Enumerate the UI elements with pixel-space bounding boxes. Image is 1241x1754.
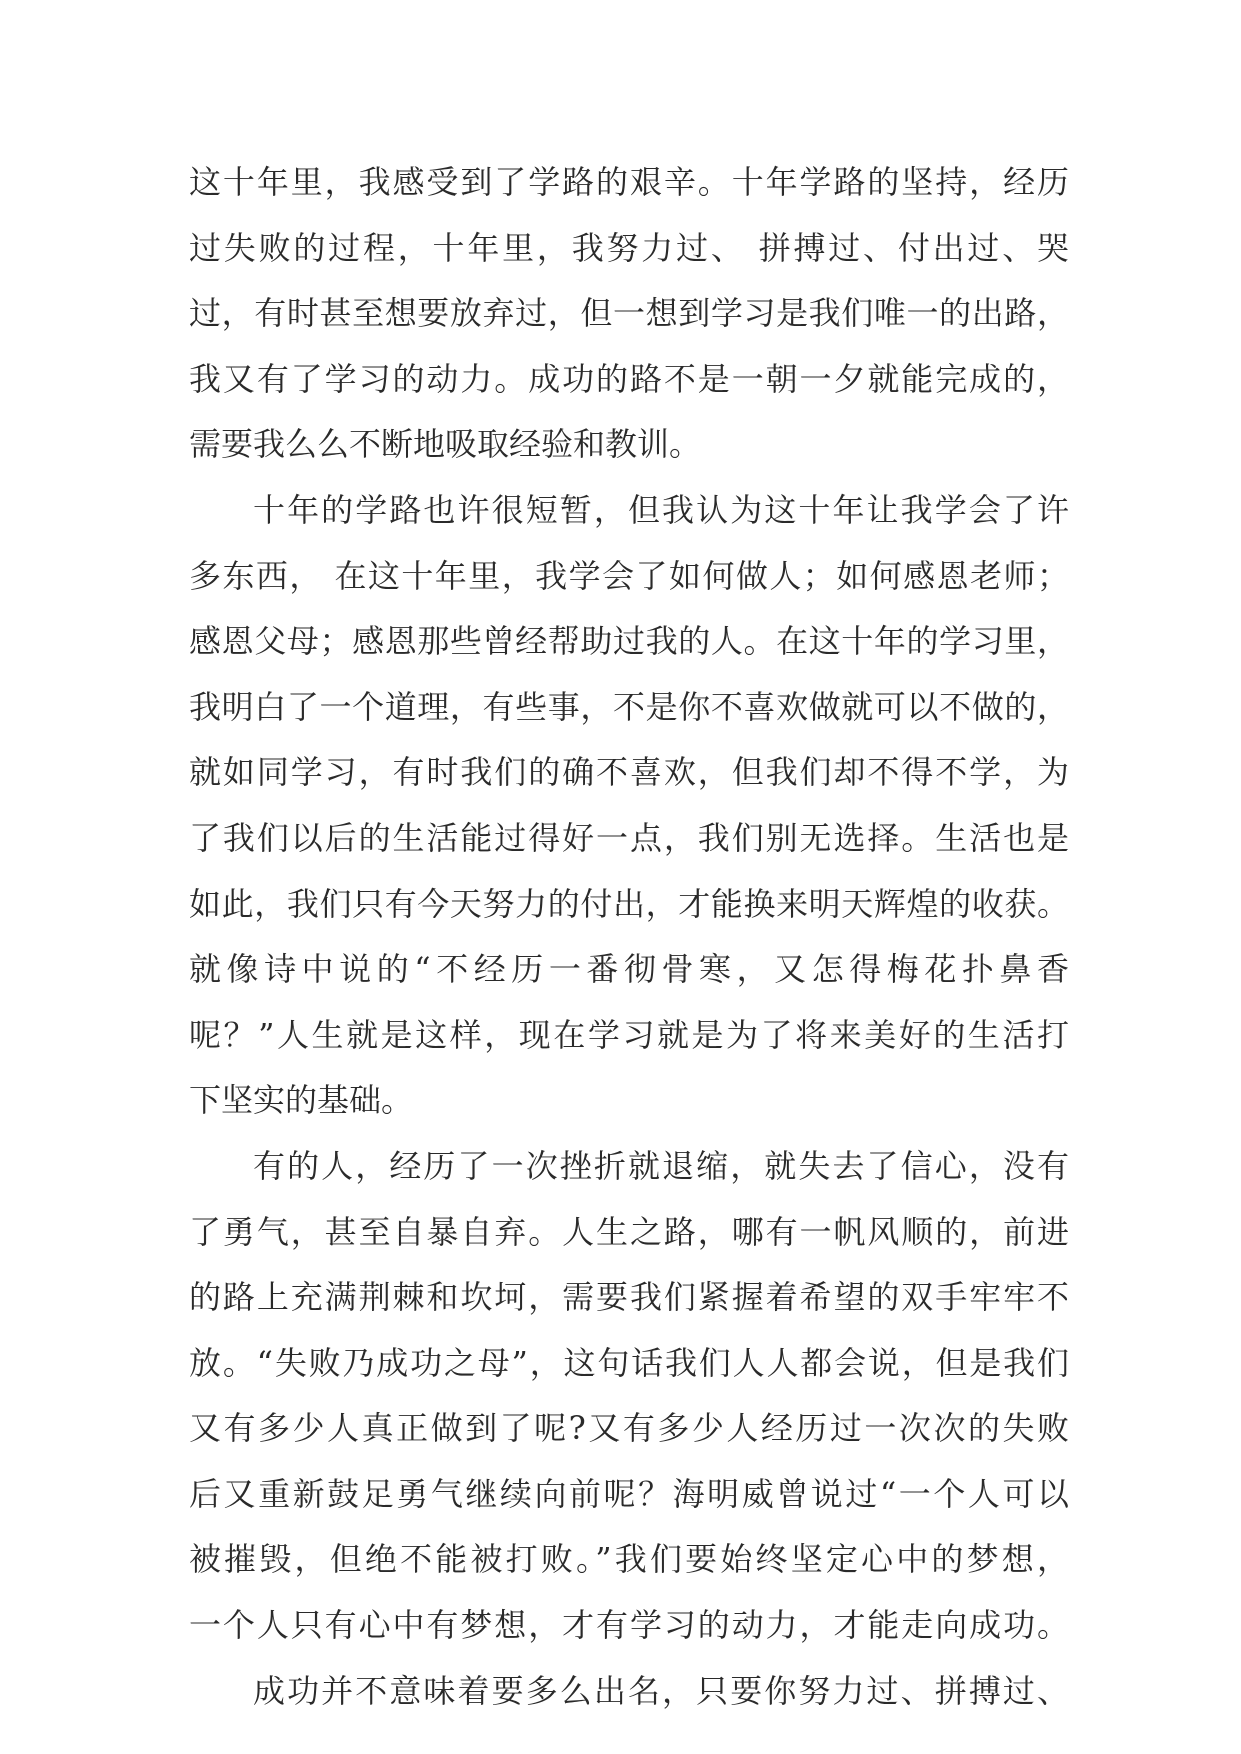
text-line: 了勇气，甚至自暴自弃。人生之路，哪有一帆风顺的，前进 (189, 1212, 1069, 1251)
text-line: 就如同学习，有时我们的确不喜欢，但我们却不得不学，为 (189, 753, 1069, 792)
paragraph-first-line: 十年的学路也许很短暂，但我认为这十年让我学会了许 (253, 490, 1069, 529)
paragraph-first-line: 有的人，经历了一次挫折就退缩，就失去了信心，没有 (253, 1146, 1069, 1185)
text-line: 下坚实的基础。 (189, 1081, 414, 1120)
text-line: 我明白了一个道理，有些事，不是你不喜欢做就可以不做的， (189, 687, 1069, 726)
document-body (189, 150, 1069, 1724)
text-line: 的路上充满荆棘和坎坷，需要我们紧握着希望的双手牢牢不 (189, 1278, 1069, 1317)
paragraph-first-line: 成功并不意味着要多么出名，只要你努力过、拼搏过、 (253, 1671, 1069, 1710)
text-line: 被摧毁，但绝不能被打败。”我们要始终坚定心中的梦想， (189, 1540, 1069, 1579)
text-line: 呢？”人生就是这样，现在学习就是为了将来美好的生活打 (189, 1015, 1069, 1054)
text-line: 过失败的过程，十年里，我努力过、 拼搏过、付出过、哭 (189, 228, 1069, 267)
text-line: 我又有了学习的动力。成功的路不是一朝一夕就能完成的， (189, 359, 1069, 398)
text-line: 后又重新鼓足勇气继续向前呢？海明威曾说过“一个人可以 (189, 1474, 1069, 1513)
text-line: 过，有时甚至想要放弃过，但一想到学习是我们唯一的出路， (189, 294, 1069, 333)
text-line: 这十年里，我感受到了学路的艰辛。十年学路的坚持，经历 (189, 163, 1069, 201)
text-line: 感恩父母；感恩那些曾经帮助过我的人。在这十年的学习里， (189, 622, 1069, 661)
text-line: 放。“失败乃成功之母”，这句话我们人人都会说，但是我们 (189, 1343, 1069, 1382)
text-line: 就像诗中说的“不经历一番彻骨寒，又怎得梅花扑鼻香 (189, 950, 1069, 989)
text-line: 需要我么么不断地吸取经验和教训。 (189, 425, 702, 464)
text-line: 多东西， 在这十年里，我学会了如何做人；如何感恩老师； (189, 556, 1069, 595)
text-line: 了我们以后的生活能过得好一点，我们别无选择。生活也是 (189, 818, 1069, 857)
text-line: 如此，我们只有今天努力的付出，才能换来明天辉煌的收获。 (189, 884, 1069, 923)
text-line: 一个人只有心中有梦想，才有学习的动力，才能走向成功。 (189, 1606, 1069, 1645)
text-line: 又有多少人真正做到了呢?又有多少人经历过一次次的失败 (189, 1409, 1069, 1448)
